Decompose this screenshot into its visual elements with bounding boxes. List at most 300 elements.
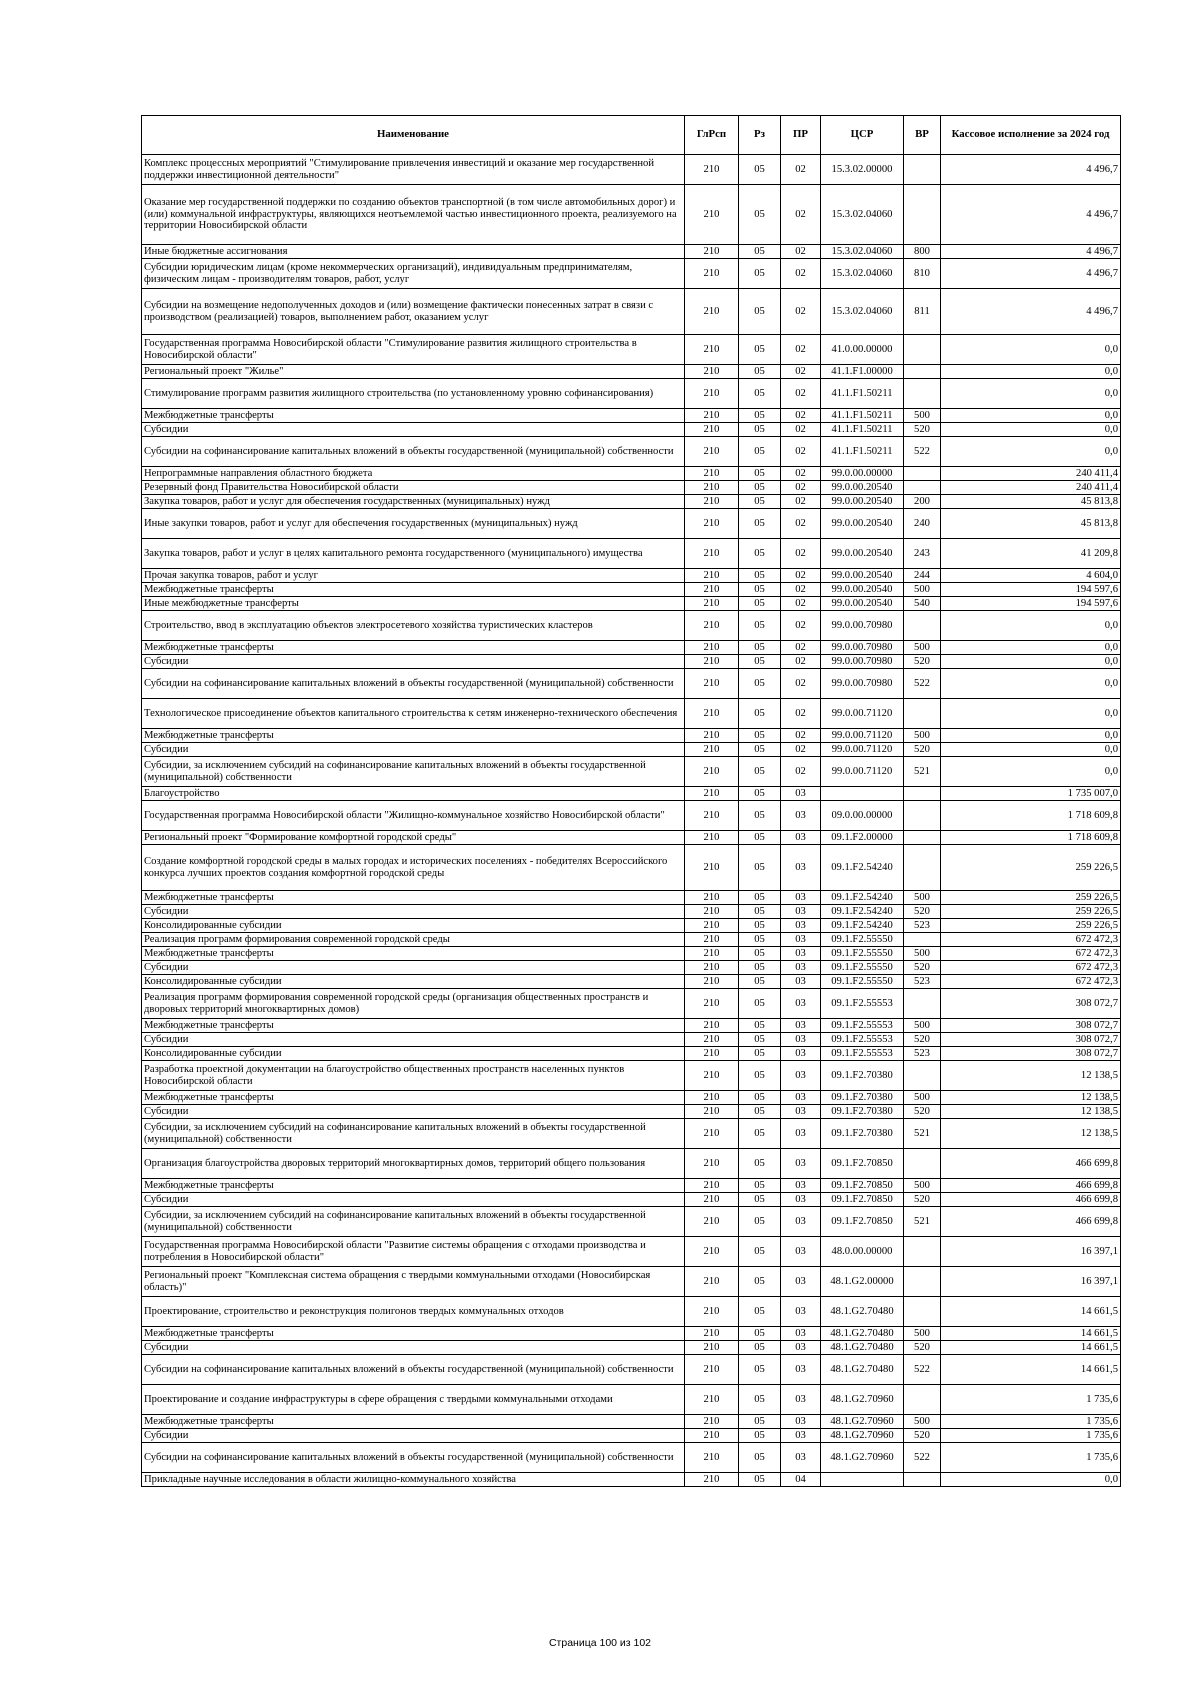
row-pr: 02: [781, 509, 821, 539]
row-name: Государственная программа Новосибирской области "Развитие системы обращения с отходами производства и потребления в Новосибирской области": [142, 1237, 685, 1267]
row-glrsp: 210: [685, 155, 739, 185]
row-name: Прикладные научные исследования в области жилищно-коммунального хозяйства: [142, 1473, 685, 1487]
row-amount: 0,0: [941, 437, 1121, 467]
row-vr: 520: [904, 1193, 941, 1207]
row-csr: 15.3.02.04060: [821, 185, 904, 245]
row-name: Консолидированные субсидии: [142, 975, 685, 989]
row-name: Субсидии: [142, 423, 685, 437]
row-csr: 48.1.G2.70960: [821, 1429, 904, 1443]
row-glrsp: 210: [685, 1105, 739, 1119]
row-glrsp: 210: [685, 933, 739, 947]
row-vr: [904, 481, 941, 495]
row-vr: [904, 1385, 941, 1415]
row-amount: 4 604,0: [941, 569, 1121, 583]
row-rz: 05: [739, 1267, 781, 1297]
row-name: Государственная программа Новосибирской области "Жилищно-коммунальное хозяйство Новосибирской области": [142, 801, 685, 831]
row-rz: 05: [739, 365, 781, 379]
row-rz: 05: [739, 495, 781, 509]
row-vr: [904, 379, 941, 409]
row-amount: 672 472,3: [941, 947, 1121, 961]
row-name: Субсидии на софинансирование капитальных вложений в объекты государственной (муниципальной) собственности: [142, 1443, 685, 1473]
row-rz: 05: [739, 1415, 781, 1429]
row-vr: [904, 845, 941, 891]
row-amount: 1 718 609,8: [941, 831, 1121, 845]
row-glrsp: 210: [685, 509, 739, 539]
row-rz: 05: [739, 1179, 781, 1193]
row-name: Субсидии: [142, 655, 685, 669]
row-rz: 05: [739, 787, 781, 801]
row-glrsp: 210: [685, 1429, 739, 1443]
row-pr: 02: [781, 245, 821, 259]
row-vr: 500: [904, 1019, 941, 1033]
row-vr: 500: [904, 409, 941, 423]
row-vr: [904, 185, 941, 245]
row-pr: 03: [781, 1119, 821, 1149]
row-vr: [904, 467, 941, 481]
row-name: Субсидии на софинансирование капитальных вложений в объекты государственной (муниципальной) собственности: [142, 437, 685, 467]
row-csr: 99.0.00.20540: [821, 481, 904, 495]
row-glrsp: 210: [685, 787, 739, 801]
table-row: [142, 1385, 1121, 1415]
row-name: Субсидии: [142, 1033, 685, 1047]
row-rz: 05: [739, 891, 781, 905]
row-csr: 48.0.00.00000: [821, 1237, 904, 1267]
row-glrsp: 210: [685, 423, 739, 437]
row-glrsp: 210: [685, 597, 739, 611]
table-row: [142, 1327, 1121, 1341]
row-glrsp: 210: [685, 335, 739, 365]
row-csr: 09.1.F2.70380: [821, 1061, 904, 1091]
row-amount: 0,0: [941, 655, 1121, 669]
budget-table-container: [141, 115, 1120, 1487]
row-rz: 05: [739, 1019, 781, 1033]
row-csr: 48.1.G2.70960: [821, 1415, 904, 1429]
row-pr: 03: [781, 933, 821, 947]
row-name: Государственная программа Новосибирской области "Стимулирование развития жилищного строительства в Новосибирской области": [142, 335, 685, 365]
table-row: [142, 891, 1121, 905]
row-vr: 244: [904, 569, 941, 583]
table-row: [142, 655, 1121, 669]
row-pr: 03: [781, 975, 821, 989]
row-name: Субсидии на софинансирование капитальных вложений в объекты государственной (муниципальной) собственности: [142, 669, 685, 699]
header-name: Наименование: [142, 116, 685, 155]
row-csr: 15.3.02.04060: [821, 259, 904, 289]
row-pr: 03: [781, 1443, 821, 1473]
table-row: [142, 1019, 1121, 1033]
row-name: Резервный фонд Правительства Новосибирской области: [142, 481, 685, 495]
row-glrsp: 210: [685, 845, 739, 891]
row-pr: 02: [781, 611, 821, 641]
row-name: Межбюджетные трансферты: [142, 947, 685, 961]
row-pr: 03: [781, 1149, 821, 1179]
row-csr: 09.0.00.00000: [821, 801, 904, 831]
row-rz: 05: [739, 1105, 781, 1119]
row-vr: [904, 1237, 941, 1267]
row-pr: 03: [781, 1267, 821, 1297]
row-csr: 48.1.G2.00000: [821, 1267, 904, 1297]
row-pr: 02: [781, 379, 821, 409]
row-name: Субсидии юридическим лицам (кроме некоммерческих организаций), индивидуальным предпринимателям, физическим лицам - производителям товаров, работ, услуг: [142, 259, 685, 289]
table-row: [142, 495, 1121, 509]
row-glrsp: 210: [685, 1385, 739, 1415]
row-amount: 14 661,5: [941, 1341, 1121, 1355]
row-csr: 99.0.00.71120: [821, 729, 904, 743]
table-row: [142, 539, 1121, 569]
row-amount: 1 735,6: [941, 1415, 1121, 1429]
row-vr: [904, 1297, 941, 1327]
row-amount: 1 735,6: [941, 1385, 1121, 1415]
row-name: Субсидии: [142, 1341, 685, 1355]
row-pr: 03: [781, 1105, 821, 1119]
row-amount: 45 813,8: [941, 509, 1121, 539]
table-row: [142, 259, 1121, 289]
row-name: Субсидии, за исключением субсидий на софинансирование капитальных вложений в объекты государственной (муниципальной) собственности: [142, 1207, 685, 1237]
row-amount: 466 699,8: [941, 1207, 1121, 1237]
row-csr: 09.1.F2.55550: [821, 933, 904, 947]
row-rz: 05: [739, 259, 781, 289]
row-name: Благоустройство: [142, 787, 685, 801]
table-row: [142, 1105, 1121, 1119]
page-number: Страница 100 из 102: [548, 1637, 652, 1649]
row-glrsp: 210: [685, 655, 739, 669]
table-row: [142, 1473, 1121, 1487]
table-row: [142, 1179, 1121, 1193]
row-vr: 500: [904, 1179, 941, 1193]
row-amount: 466 699,8: [941, 1149, 1121, 1179]
row-glrsp: 210: [685, 583, 739, 597]
row-glrsp: 210: [685, 1327, 739, 1341]
row-vr: 521: [904, 1207, 941, 1237]
row-name: Региональный проект "Комплексная система обращения с твердыми коммунальными отходами (Новосибирская область)": [142, 1267, 685, 1297]
row-pr: 02: [781, 365, 821, 379]
row-name: Закупка товаров, работ и услуг для обеспечения государственных (муниципальных) нужд: [142, 495, 685, 509]
header-glrsp: ГлРсп: [685, 116, 739, 155]
row-glrsp: 210: [685, 1297, 739, 1327]
row-glrsp: 210: [685, 641, 739, 655]
row-name: Создание комфортной городской среды в малых городах и исторических поселениях - победителях Всероссийского конкурса лучших проектов создания комфортной городской среды: [142, 845, 685, 891]
row-csr: 41.1.F1.50211: [821, 437, 904, 467]
row-rz: 05: [739, 583, 781, 597]
row-pr: 02: [781, 669, 821, 699]
row-rz: 05: [739, 1355, 781, 1385]
row-glrsp: 210: [685, 289, 739, 335]
row-amount: 0,0: [941, 729, 1121, 743]
table-row: [142, 379, 1121, 409]
row-vr: 500: [904, 1327, 941, 1341]
row-amount: 1 735,6: [941, 1443, 1121, 1473]
row-rz: 05: [739, 1207, 781, 1237]
row-pr: 02: [781, 569, 821, 583]
row-csr: 09.1.F2.55553: [821, 989, 904, 1019]
row-pr: 02: [781, 467, 821, 481]
table-row: [142, 1047, 1121, 1061]
row-name: Субсидии: [142, 961, 685, 975]
row-csr: 99.0.00.20540: [821, 583, 904, 597]
row-glrsp: 210: [685, 1473, 739, 1487]
row-pr: 03: [781, 961, 821, 975]
row-vr: [904, 155, 941, 185]
row-glrsp: 210: [685, 1047, 739, 1061]
row-amount: 0,0: [941, 335, 1121, 365]
row-rz: 05: [739, 509, 781, 539]
row-rz: 05: [739, 1119, 781, 1149]
row-glrsp: 210: [685, 699, 739, 729]
row-rz: 05: [739, 845, 781, 891]
row-name: Межбюджетные трансферты: [142, 1415, 685, 1429]
row-name: Технологическое присоединение объектов капитального строительства к сетям инженерно-технического обеспечения: [142, 699, 685, 729]
table-row: [142, 467, 1121, 481]
row-pr: 03: [781, 947, 821, 961]
row-amount: 41 209,8: [941, 539, 1121, 569]
row-rz: 05: [739, 1341, 781, 1355]
row-vr: [904, 611, 941, 641]
row-amount: 0,0: [941, 757, 1121, 787]
row-rz: 05: [739, 975, 781, 989]
row-pr: 03: [781, 1019, 821, 1033]
row-vr: 500: [904, 583, 941, 597]
header-pr: ПР: [781, 116, 821, 155]
table-row: [142, 1033, 1121, 1047]
row-vr: 500: [904, 641, 941, 655]
row-name: Субсидии: [142, 1193, 685, 1207]
row-csr: 09.1.F2.00000: [821, 831, 904, 845]
row-pr: 02: [781, 481, 821, 495]
row-csr: 09.1.F2.70850: [821, 1149, 904, 1179]
row-pr: 02: [781, 699, 821, 729]
row-csr: [821, 787, 904, 801]
row-glrsp: 210: [685, 1267, 739, 1297]
row-rz: 05: [739, 245, 781, 259]
row-csr: 09.1.F2.55553: [821, 1019, 904, 1033]
table-row: [142, 1119, 1121, 1149]
table-row: [142, 801, 1121, 831]
row-glrsp: 210: [685, 1355, 739, 1385]
row-rz: 05: [739, 437, 781, 467]
row-amount: 0,0: [941, 365, 1121, 379]
row-amount: 240 411,4: [941, 481, 1121, 495]
row-glrsp: 210: [685, 947, 739, 961]
row-rz: 05: [739, 669, 781, 699]
row-pr: 02: [781, 155, 821, 185]
row-pr: 03: [781, 1341, 821, 1355]
row-csr: 48.1.G2.70480: [821, 1327, 904, 1341]
row-amount: 0,0: [941, 1473, 1121, 1487]
row-vr: 243: [904, 539, 941, 569]
row-vr: [904, 831, 941, 845]
row-amount: 0,0: [941, 379, 1121, 409]
row-name: Региональный проект "Жилье": [142, 365, 685, 379]
row-name: Субсидии, за исключением субсидий на софинансирование капитальных вложений в объекты государственной (муниципальной) собственности: [142, 757, 685, 787]
row-amount: 0,0: [941, 743, 1121, 757]
row-glrsp: 210: [685, 1119, 739, 1149]
row-amount: 308 072,7: [941, 1019, 1121, 1033]
row-pr: 03: [781, 1237, 821, 1267]
row-glrsp: 210: [685, 437, 739, 467]
row-glrsp: 210: [685, 365, 739, 379]
row-csr: 99.0.00.71120: [821, 699, 904, 729]
row-name: Межбюджетные трансферты: [142, 641, 685, 655]
row-rz: 05: [739, 1237, 781, 1267]
row-amount: 1 735 007,0: [941, 787, 1121, 801]
row-rz: 05: [739, 1149, 781, 1179]
row-name: Межбюджетные трансферты: [142, 1179, 685, 1193]
row-amount: 0,0: [941, 611, 1121, 641]
row-amount: 12 138,5: [941, 1119, 1121, 1149]
row-glrsp: 210: [685, 1061, 739, 1091]
row-csr: 99.0.00.20540: [821, 509, 904, 539]
row-csr: 99.0.00.70980: [821, 655, 904, 669]
row-vr: [904, 699, 941, 729]
row-csr: 09.1.F2.55550: [821, 947, 904, 961]
row-amount: 12 138,5: [941, 1105, 1121, 1119]
row-amount: 4 496,7: [941, 289, 1121, 335]
row-csr: 41.1.F1.50211: [821, 379, 904, 409]
table-row: [142, 409, 1121, 423]
row-name: Консолидированные субсидии: [142, 1047, 685, 1061]
row-csr: 09.1.F2.70850: [821, 1179, 904, 1193]
row-glrsp: 210: [685, 919, 739, 933]
row-rz: 05: [739, 905, 781, 919]
table-row: [142, 1061, 1121, 1091]
row-vr: [904, 989, 941, 1019]
row-name: Региональный проект "Формирование комфортной городской среды": [142, 831, 685, 845]
table-row: [142, 597, 1121, 611]
table-row: [142, 423, 1121, 437]
table-row: [142, 845, 1121, 891]
row-name: Субсидии, за исключением субсидий на софинансирование капитальных вложений в объекты государственной (муниципальной) собственности: [142, 1119, 685, 1149]
row-rz: 05: [739, 481, 781, 495]
row-name: Реализация программ формирования современной городской среды (организация общественных пространств и дворовых территорий многоквартирных домов): [142, 989, 685, 1019]
row-pr: 02: [781, 185, 821, 245]
table-row: [142, 1341, 1121, 1355]
row-amount: 14 661,5: [941, 1297, 1121, 1327]
row-amount: 240 411,4: [941, 467, 1121, 481]
row-amount: 259 226,5: [941, 919, 1121, 933]
table-row: [142, 1297, 1121, 1327]
table-row: [142, 1237, 1121, 1267]
row-glrsp: 210: [685, 1341, 739, 1355]
row-amount: 308 072,7: [941, 1033, 1121, 1047]
row-vr: [904, 933, 941, 947]
table-row: [142, 989, 1121, 1019]
row-pr: 03: [781, 919, 821, 933]
row-glrsp: 210: [685, 1033, 739, 1047]
row-pr: 02: [781, 729, 821, 743]
row-glrsp: 210: [685, 409, 739, 423]
row-name: Субсидии на софинансирование капитальных вложений в объекты государственной (муниципальной) собственности: [142, 1355, 685, 1385]
row-glrsp: 210: [685, 569, 739, 583]
row-name: Субсидии: [142, 1429, 685, 1443]
row-pr: 03: [781, 845, 821, 891]
row-vr: 520: [904, 961, 941, 975]
row-csr: 09.1.F2.55550: [821, 975, 904, 989]
row-rz: 05: [739, 1193, 781, 1207]
row-rz: 05: [739, 1385, 781, 1415]
row-amount: 194 597,6: [941, 583, 1121, 597]
row-rz: 05: [739, 1047, 781, 1061]
row-rz: 05: [739, 961, 781, 975]
table-row: [142, 669, 1121, 699]
row-pr: 03: [781, 1355, 821, 1385]
row-rz: 05: [739, 409, 781, 423]
row-pr: 02: [781, 757, 821, 787]
row-pr: 02: [781, 437, 821, 467]
row-pr: 03: [781, 1415, 821, 1429]
row-csr: 48.1.G2.70480: [821, 1341, 904, 1355]
row-rz: 05: [739, 757, 781, 787]
row-pr: 03: [781, 1047, 821, 1061]
row-vr: 520: [904, 743, 941, 757]
row-csr: 99.0.00.00000: [821, 467, 904, 481]
row-csr: 09.1.F2.54240: [821, 845, 904, 891]
row-rz: 05: [739, 743, 781, 757]
budget-table: [141, 115, 1121, 1487]
row-amount: 4 496,7: [941, 185, 1121, 245]
row-glrsp: 210: [685, 495, 739, 509]
table-row: [142, 919, 1121, 933]
row-glrsp: 210: [685, 891, 739, 905]
table-row: [142, 569, 1121, 583]
row-rz: 05: [739, 801, 781, 831]
row-rz: 05: [739, 597, 781, 611]
row-pr: 03: [781, 1033, 821, 1047]
row-pr: 03: [781, 905, 821, 919]
table-row: [142, 1355, 1121, 1385]
row-pr: 03: [781, 1091, 821, 1105]
row-amount: 672 472,3: [941, 933, 1121, 947]
row-csr: 15.3.02.04060: [821, 245, 904, 259]
row-csr: 09.1.F2.55553: [821, 1033, 904, 1047]
row-csr: 48.1.G2.70960: [821, 1443, 904, 1473]
row-pr: 03: [781, 1327, 821, 1341]
row-name: Комплекс процессных мероприятий "Стимулирование привлечения инвестиций и оказание мер государственной поддержки инвестиционной деятельности": [142, 155, 685, 185]
row-vr: [904, 1061, 941, 1091]
row-amount: 259 226,5: [941, 845, 1121, 891]
row-glrsp: 210: [685, 1207, 739, 1237]
row-vr: [904, 365, 941, 379]
row-rz: 05: [739, 289, 781, 335]
row-pr: 02: [781, 495, 821, 509]
table-row: [142, 729, 1121, 743]
row-rz: 05: [739, 1033, 781, 1047]
row-name: Стимулирование программ развития жилищного строительства (по установленному уровню софинансирования): [142, 379, 685, 409]
table-row: [142, 1207, 1121, 1237]
row-csr: 99.0.00.70980: [821, 611, 904, 641]
row-rz: 05: [739, 831, 781, 845]
row-pr: 02: [781, 423, 821, 437]
row-amount: 0,0: [941, 409, 1121, 423]
table-row: [142, 1443, 1121, 1473]
row-glrsp: 210: [685, 831, 739, 845]
table-row: [142, 787, 1121, 801]
row-vr: 523: [904, 975, 941, 989]
row-vr: [904, 801, 941, 831]
row-vr: 520: [904, 1429, 941, 1443]
row-glrsp: 210: [685, 481, 739, 495]
row-amount: 259 226,5: [941, 891, 1121, 905]
row-rz: 05: [739, 335, 781, 365]
row-amount: 45 813,8: [941, 495, 1121, 509]
row-amount: 672 472,3: [941, 961, 1121, 975]
row-vr: [904, 787, 941, 801]
row-glrsp: 210: [685, 1019, 739, 1033]
row-amount: 466 699,8: [941, 1179, 1121, 1193]
row-name: Субсидии на возмещение недополученных доходов и (или) возмещение фактически понесенных затрат в связи с производством (реализацией) товаров, выполнением работ, оказанием услуг: [142, 289, 685, 335]
row-name: Межбюджетные трансферты: [142, 1091, 685, 1105]
row-csr: 09.1.F2.55553: [821, 1047, 904, 1061]
row-pr: 03: [781, 801, 821, 831]
row-amount: 4 496,7: [941, 245, 1121, 259]
